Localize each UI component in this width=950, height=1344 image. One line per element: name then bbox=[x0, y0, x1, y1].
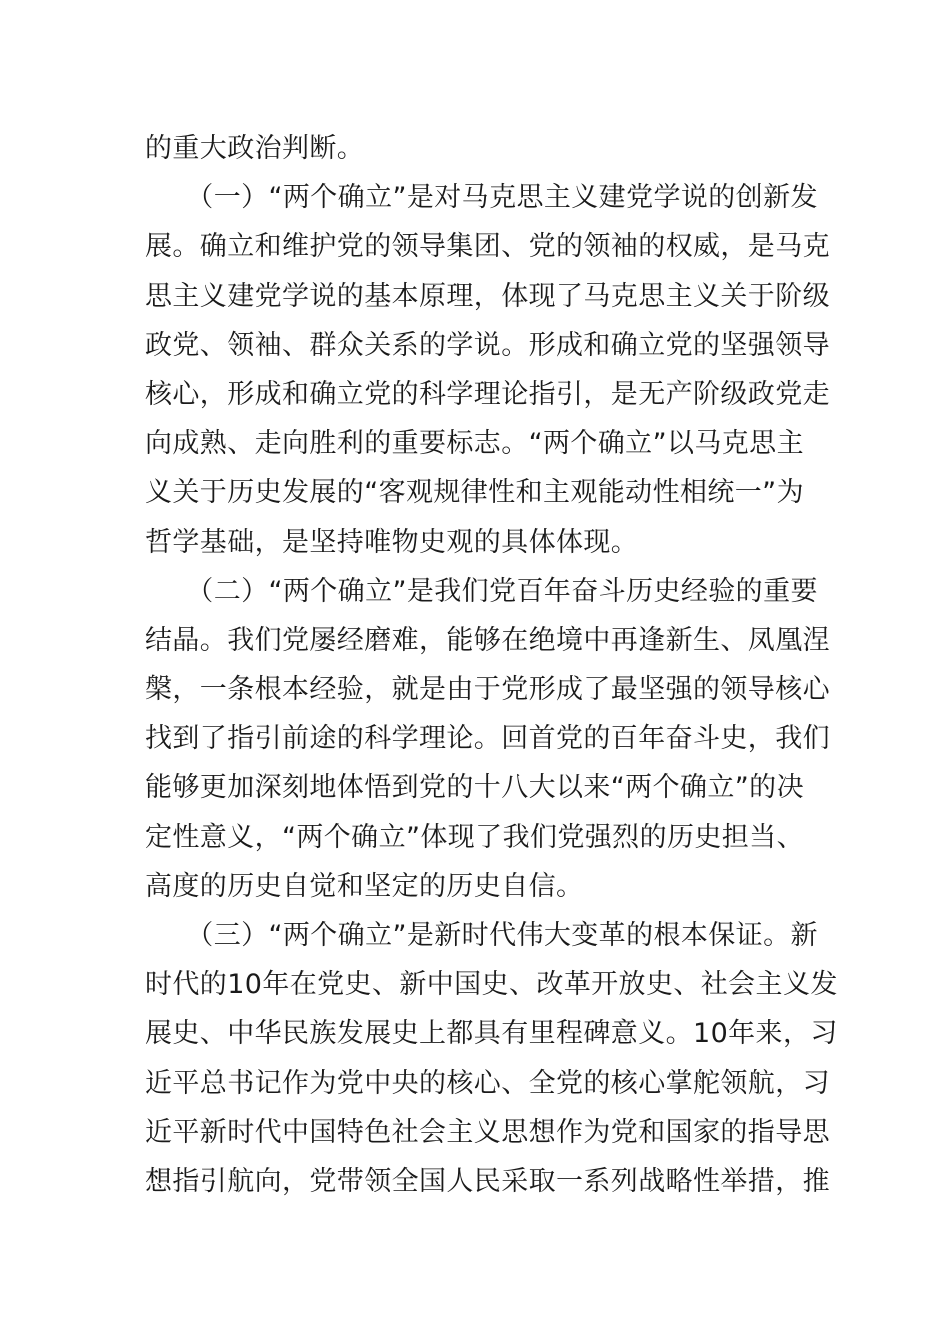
text-line: 向成熟、走向胜利的重要标志。“两个确立”以马克思主 bbox=[145, 428, 804, 460]
text-line: 义关于历史发展的“客观规律性和主观能动性相统一”为 bbox=[145, 477, 804, 509]
text-line: 槃，一条根本经验，就是由于党形成了最坚强的领导核心 bbox=[145, 674, 830, 706]
text-line: 思主义建党学说的基本原理，体现了马克思主义关于阶级 bbox=[145, 280, 830, 312]
text-line: 想指引航向，党带领全国人民采取一系列战略性举措，推 bbox=[145, 1165, 830, 1197]
text-line: 的重大政治判断。 bbox=[145, 133, 365, 164]
text-line: 结晶。我们党屡经磨难，能够在绝境中再逢新生、凤凰涅 bbox=[145, 624, 830, 656]
text-line: 展。确立和维护党的领导集团、党的领袖的权威，是马克 bbox=[145, 231, 830, 263]
text-line: （三）“两个确立”是新时代伟大变革的根本保证。新 bbox=[145, 920, 818, 951]
text-line: 时代的10年在党史、新中国史、改革开放史、社会主义发 bbox=[145, 969, 838, 1001]
text-line: 高度的历史自觉和坚定的历史自信。 bbox=[145, 870, 584, 902]
text-line: 哲学基础，是坚持唯物史观的具体体现。 bbox=[145, 526, 639, 558]
body-text bbox=[145, 124, 838, 1206]
text-line: 核心，形成和确立党的科学理论指引，是无产阶级政党走 bbox=[145, 378, 830, 410]
text-line: 定性意义，“两个确立”体现了我们党强烈的历史担当、 bbox=[145, 821, 804, 853]
text-line: （二）“两个确立”是我们党百年奋斗历史经验的重要 bbox=[145, 575, 818, 607]
text-line: 近平总书记作为党中央的核心、全党的核心掌舵领航，习 bbox=[145, 1067, 830, 1099]
text-line: 找到了指引前途的科学理论。回首党的百年奋斗史，我们 bbox=[145, 723, 830, 755]
text-line: 能够更加深刻地体悟到党的十八大以来“两个确立”的决 bbox=[145, 772, 804, 804]
text-line: （一）“两个确立”是对马克思主义建党学说的创新发 bbox=[145, 182, 818, 214]
text-line: 展史、中华民族发展史上都具有里程碑意义。10年来，习 bbox=[145, 1018, 838, 1050]
text-line: 政党、领袖、群众关系的学说。形成和确立党的坚强领导 bbox=[145, 329, 830, 361]
text-line: 近平新时代中国特色社会主义思想作为党和国家的指导思 bbox=[145, 1116, 830, 1148]
